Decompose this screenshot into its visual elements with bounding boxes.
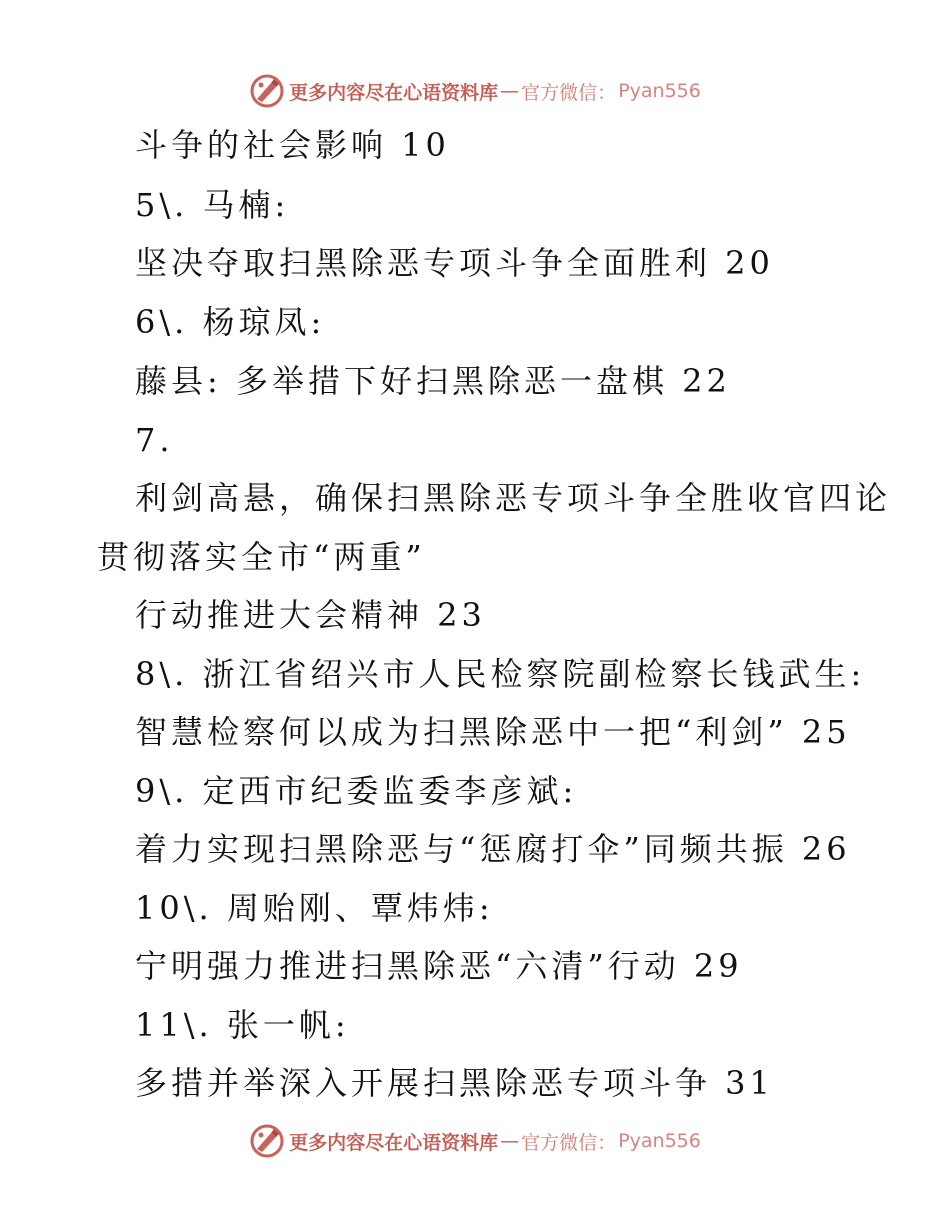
toc-line: 8\. 浙江省绍兴市人民检察院副检察长钱武生:: [135, 655, 866, 693]
watermark-text: 更多内容尽在心语资料库: [289, 81, 499, 104]
watermark-colon: ：: [597, 81, 617, 104]
toc-line: 9\. 定西市纪委监委李彦斌:: [135, 772, 578, 810]
pen-seal-logo-icon: [249, 1123, 285, 1159]
watermark-separator: —: [500, 80, 520, 102]
toc-line: 智慧检察何以成为扫黑除恶中一把“利剑” 25: [135, 713, 851, 751]
watermark-wechat-label: 官方微信: [521, 81, 598, 104]
toc-line: 行动推进大会精神 23: [135, 596, 486, 634]
watermark-colon: ：: [597, 1131, 617, 1154]
toc-line: 坚决夺取扫黑除恶专项斗争全面胜利 20: [135, 244, 774, 282]
toc-line: 5\. 马楠:: [135, 186, 290, 224]
watermark-separator: —: [500, 1130, 520, 1152]
toc-line: 着力实现扫黑除恶与“惩腐打伞”同频共振 26: [135, 830, 851, 868]
toc-line: 多措并举深入开展扫黑除恶专项斗争 31: [135, 1064, 774, 1102]
toc-line: 6\. 杨琼凤:: [135, 303, 326, 341]
watermark-wechat-id: Pyan556: [618, 80, 701, 102]
toc-line: 10\. 周贻刚、覃炜炜:: [135, 889, 494, 927]
toc-line: 藤县: 多举措下好扫黑除恶一盘棋 22: [135, 362, 731, 400]
toc-line: 利剑高悬，确保扫黑除恶专项斗争全胜收官四论: [135, 479, 892, 517]
toc-line: 7.: [135, 421, 174, 459]
toc-line: 宁明强力推进扫黑除恶“六清”行动 29: [135, 947, 743, 985]
toc-line: 斗争的社会影响 10: [135, 126, 450, 164]
footer-watermark: [0, 1121, 950, 1161]
watermark-wechat-id: Pyan556: [618, 1130, 701, 1152]
toc-line: 11\. 张一帆:: [135, 1006, 350, 1044]
toc-line: 贯彻落实全市“两重”: [97, 538, 426, 576]
watermark-wechat-label: 官方微信: [521, 1131, 598, 1154]
watermark-text: 更多内容尽在心语资料库: [289, 1131, 499, 1154]
